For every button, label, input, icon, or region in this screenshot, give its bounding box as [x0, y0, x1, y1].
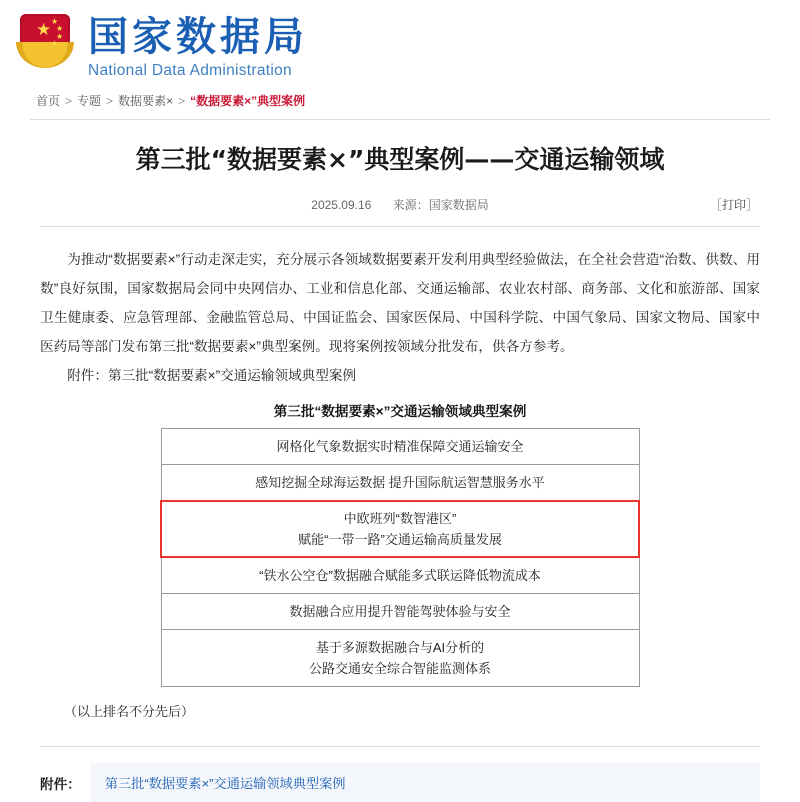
case-cell: 网格化气象数据实时精准保障交通运输安全 — [161, 429, 639, 465]
attachment-label: 附件： — [40, 776, 81, 792]
case-cell — [161, 630, 639, 687]
case-cell-line-2: 赋能“一带一路”交通运输高质量发展 — [298, 532, 502, 547]
article-meta — [40, 196, 760, 213]
case-cell-line-2: 公路交通安全综合智能监测体系 — [308, 661, 491, 676]
article-source: 来源：国家数据局 — [392, 198, 489, 212]
case-table-caption: 第三批“数据要素×”交通运输领域典型案例 — [273, 404, 527, 419]
print-button[interactable]: ［打印］ — [709, 198, 758, 212]
site-title-cn: 国家数据局 — [88, 14, 308, 60]
table-row — [161, 557, 639, 594]
table-row — [161, 465, 639, 502]
case-cell: 数据融合应用提升智能驾驶体验与安全 — [161, 594, 639, 630]
attachment-divider — [40, 746, 760, 747]
site-header — [0, 0, 800, 80]
case-cell: 感知挖掘全球海运数据 提升国际航运智慧服务水平 — [161, 465, 639, 502]
breadcrumb-separator: > — [178, 93, 186, 108]
article — [0, 142, 800, 802]
national-emblem-icon: ★ ★ ★ ★ ★ — [14, 12, 76, 74]
breadcrumb-item-data-element[interactable]: 数据要素× — [118, 94, 174, 108]
header-divider — [30, 119, 770, 120]
case-table — [160, 428, 640, 687]
article-body — [40, 245, 760, 390]
case-cell: “铁水公空仓”数据融合赋能多式联运降低物流成本 — [161, 557, 639, 594]
breadcrumb-item-topic[interactable]: 专题 — [77, 94, 102, 108]
ranking-note: （以上排名不分先后） — [64, 704, 195, 719]
meta-divider — [40, 226, 760, 227]
article-paragraph-1: 为推动“数据要素×”行动走深走实，充分展示各领域数据要素开发利用典型经验做法，在全社会营造“治数、供数、用数”良好氛围，国家数据局会同中央网信办、工业和信息化部、交通运输部、农业农村部、商务部、文化和旅游部、国家卫生健康委、应急管理部、金融监管总局、中国证监会、国家医保局、中国科学院、中国气象局、国家文物局、国家中医药局等部门发布第三批“数据要素×”典型案例。现将案例按领域分批发布，供各方参考。 — [40, 252, 760, 354]
breadcrumb-separator: > — [65, 93, 73, 108]
case-cell — [161, 501, 639, 557]
breadcrumb-separator: > — [106, 93, 114, 108]
table-row — [161, 630, 639, 687]
site-title-en: National Data Administration — [88, 62, 292, 79]
breadcrumb-item-current: “数据要素×”典型案例 — [190, 94, 306, 108]
attachment-section — [40, 763, 760, 802]
case-cell-line-1: 中欧班列“数智港区” — [343, 511, 457, 526]
attachment-link[interactable]: 第三批“数据要素×”交通运输领域典型案例 — [91, 763, 760, 802]
page-title: 第三批“数据要素×”典型案例——交通运输领域 — [135, 145, 665, 174]
table-row — [161, 594, 639, 630]
article-paragraph-2: 附件：第三批“数据要素×”交通运输领域典型案例 — [67, 368, 357, 383]
table-row — [161, 429, 639, 465]
case-cell-line-1: 基于多源数据融合与AI分析的 — [315, 640, 485, 655]
table-row-highlighted — [161, 501, 639, 557]
publish-date: 2025.09.16 — [311, 198, 372, 212]
breadcrumb — [36, 92, 800, 109]
breadcrumb-item-home[interactable]: 首页 — [36, 94, 61, 108]
site-titles — [88, 10, 308, 80]
